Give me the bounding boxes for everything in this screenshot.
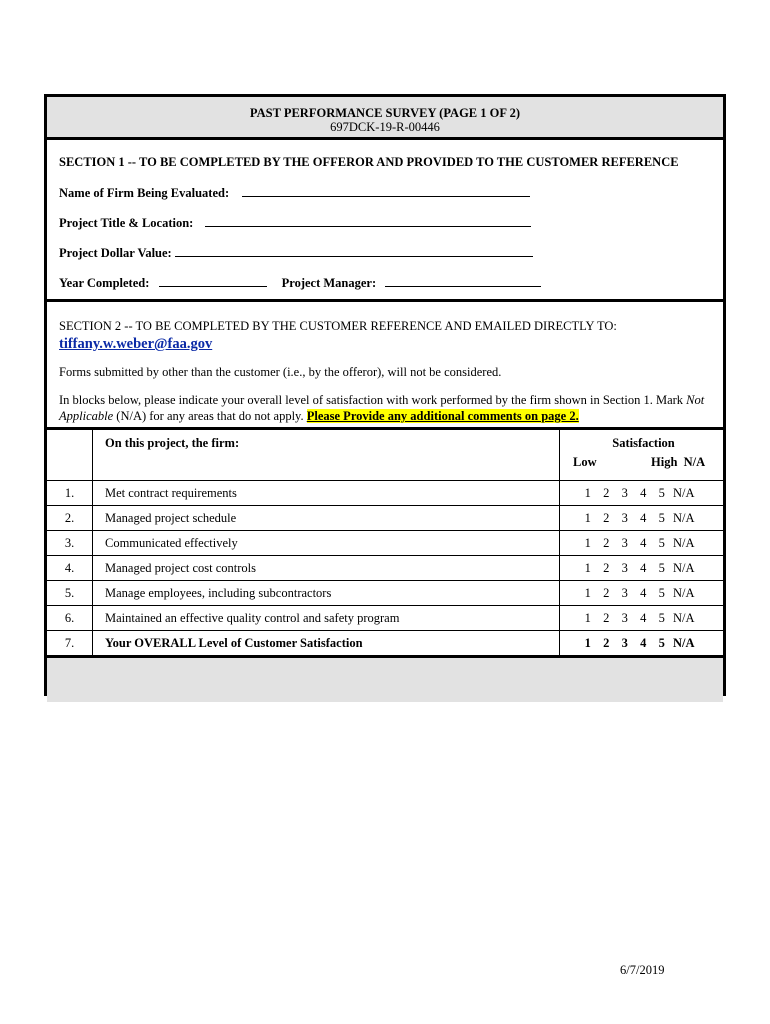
- rating-4[interactable]: 4: [640, 585, 647, 600]
- row-number: 3.: [47, 531, 93, 556]
- rating-1[interactable]: 1: [584, 535, 591, 550]
- email-link[interactable]: tiffany.w.weber@faa.gov: [59, 336, 213, 352]
- rating-5[interactable]: 5: [658, 510, 665, 525]
- rating-5[interactable]: 5: [658, 560, 665, 575]
- rating-5[interactable]: 5: [658, 585, 665, 600]
- rating-4[interactable]: 4: [640, 610, 647, 625]
- not-applicable-italic: Not Applicable: [59, 393, 705, 423]
- rating-5[interactable]: 5: [658, 610, 665, 625]
- rating-1[interactable]: 1: [584, 635, 591, 650]
- row-number: 1.: [47, 481, 93, 506]
- rating-2[interactable]: 2: [603, 535, 610, 550]
- instructions-text-2: (N/A) for any areas that do not apply.: [113, 409, 307, 423]
- rating-5[interactable]: 5: [658, 535, 665, 550]
- row-criterion: Communicated effectively: [93, 531, 560, 556]
- rating-2[interactable]: 2: [603, 610, 610, 625]
- criteria-header: On this project, the firm:: [93, 430, 560, 481]
- row-number: 2.: [47, 506, 93, 531]
- rating-2[interactable]: 2: [603, 635, 610, 650]
- section-1-heading: SECTION 1 -- TO BE COMPLETED BY THE OFFEROR AND PROVIDED TO THE CUSTOMER REFERENCE: [59, 155, 679, 169]
- rating-na[interactable]: N/A: [673, 560, 695, 575]
- project-title-label: Project Title & Location:: [59, 216, 194, 230]
- high-na-label: High N/A: [651, 455, 706, 469]
- row-number: 6.: [47, 606, 93, 631]
- rating-4[interactable]: 4: [640, 510, 647, 525]
- row-criterion: Maintained an effective quality control and safety program: [93, 606, 560, 631]
- section-2-heading: SECTION 2 -- TO BE COMPLETED BY THE CUSTOMER REFERENCE AND EMAILED DIRECTLY TO:: [59, 319, 617, 333]
- satisfaction-label: Satisfaction: [612, 436, 675, 450]
- row-number: 4.: [47, 556, 93, 581]
- rating-3[interactable]: 3: [621, 610, 628, 625]
- row-number: 7.: [47, 631, 93, 656]
- row-number: 5.: [47, 581, 93, 606]
- rating-4[interactable]: 4: [640, 485, 647, 500]
- project-manager-label: Project Manager:: [281, 276, 377, 290]
- row-criterion: Met contract requirements: [93, 481, 560, 506]
- rating-3[interactable]: 3: [621, 560, 628, 575]
- rating-2[interactable]: 2: [603, 560, 610, 575]
- rating-table: [47, 429, 723, 656]
- rating-2[interactable]: 2: [603, 585, 610, 600]
- section-2: [47, 302, 723, 429]
- form-title: PAST PERFORMANCE SURVEY (PAGE 1 OF 2): [249, 106, 521, 120]
- rating-scale[interactable]: [560, 631, 724, 656]
- rating-2[interactable]: 2: [603, 485, 610, 500]
- year-completed-label: Year Completed:: [59, 276, 150, 290]
- rating-scale[interactable]: [560, 556, 724, 581]
- rating-na[interactable]: N/A: [673, 585, 695, 600]
- rating-5[interactable]: 5: [658, 485, 665, 500]
- comments-highlight: Please Provide any additional comments on page 2.: [306, 409, 579, 423]
- number-header-cell: [47, 430, 93, 481]
- offeror-notice: Forms submitted by other than the customer (i.e., by the offeror), will not be considered.: [59, 365, 502, 379]
- year-completed-field[interactable]: [159, 274, 267, 287]
- solicitation-number: 697DCK-19-R-00446: [330, 120, 440, 134]
- form-header: [47, 97, 723, 140]
- rating-na[interactable]: N/A: [673, 535, 695, 550]
- rating-na[interactable]: N/A: [673, 635, 695, 650]
- dollar-value-label: Project Dollar Value:: [59, 246, 172, 260]
- rating-3[interactable]: 3: [621, 485, 628, 500]
- rating-1[interactable]: 1: [584, 560, 591, 575]
- rating-5[interactable]: 5: [658, 635, 665, 650]
- row-criterion: Managed project schedule: [93, 506, 560, 531]
- rating-3[interactable]: 3: [621, 635, 628, 650]
- rating-na[interactable]: N/A: [673, 510, 695, 525]
- rating-3[interactable]: 3: [621, 535, 628, 550]
- survey-form: [44, 94, 726, 696]
- instructions: [59, 392, 711, 424]
- rating-4[interactable]: 4: [640, 560, 647, 575]
- rating-scale[interactable]: [560, 481, 724, 506]
- row-criterion-overall: Your OVERALL Level of Customer Satisfaction: [93, 631, 560, 656]
- rating-1[interactable]: 1: [584, 610, 591, 625]
- rating-na[interactable]: N/A: [673, 610, 695, 625]
- row-criterion: Manage employees, including subcontractors: [93, 581, 560, 606]
- satisfaction-header: [560, 430, 724, 481]
- rating-3[interactable]: 3: [621, 510, 628, 525]
- row-criterion: Managed project cost controls: [93, 556, 560, 581]
- dollar-value-field[interactable]: [175, 244, 533, 257]
- rating-1[interactable]: 1: [584, 585, 591, 600]
- rating-scale[interactable]: [560, 606, 724, 631]
- rating-scale[interactable]: [560, 531, 724, 556]
- rating-2[interactable]: 2: [603, 510, 610, 525]
- rating-scale[interactable]: [560, 581, 724, 606]
- rating-4[interactable]: 4: [640, 535, 647, 550]
- firm-name-field[interactable]: [242, 184, 530, 197]
- form-footer-band: [47, 656, 723, 702]
- page-date: 6/7/2019: [620, 963, 665, 977]
- rating-4[interactable]: 4: [640, 635, 647, 650]
- rating-na[interactable]: N/A: [673, 485, 695, 500]
- rating-1[interactable]: 1: [584, 510, 591, 525]
- section-1: [47, 140, 723, 302]
- low-label: Low: [573, 455, 597, 469]
- project-manager-field[interactable]: [385, 274, 541, 287]
- rating-3[interactable]: 3: [621, 585, 628, 600]
- project-title-field[interactable]: [205, 214, 531, 227]
- rating-1[interactable]: 1: [584, 485, 591, 500]
- firm-name-label: Name of Firm Being Evaluated:: [59, 186, 230, 200]
- rating-scale[interactable]: [560, 506, 724, 531]
- instructions-text: In blocks below, please indicate your overall level of satisfaction with work performed by the firm shown in Section 1. Mark: [59, 393, 687, 407]
